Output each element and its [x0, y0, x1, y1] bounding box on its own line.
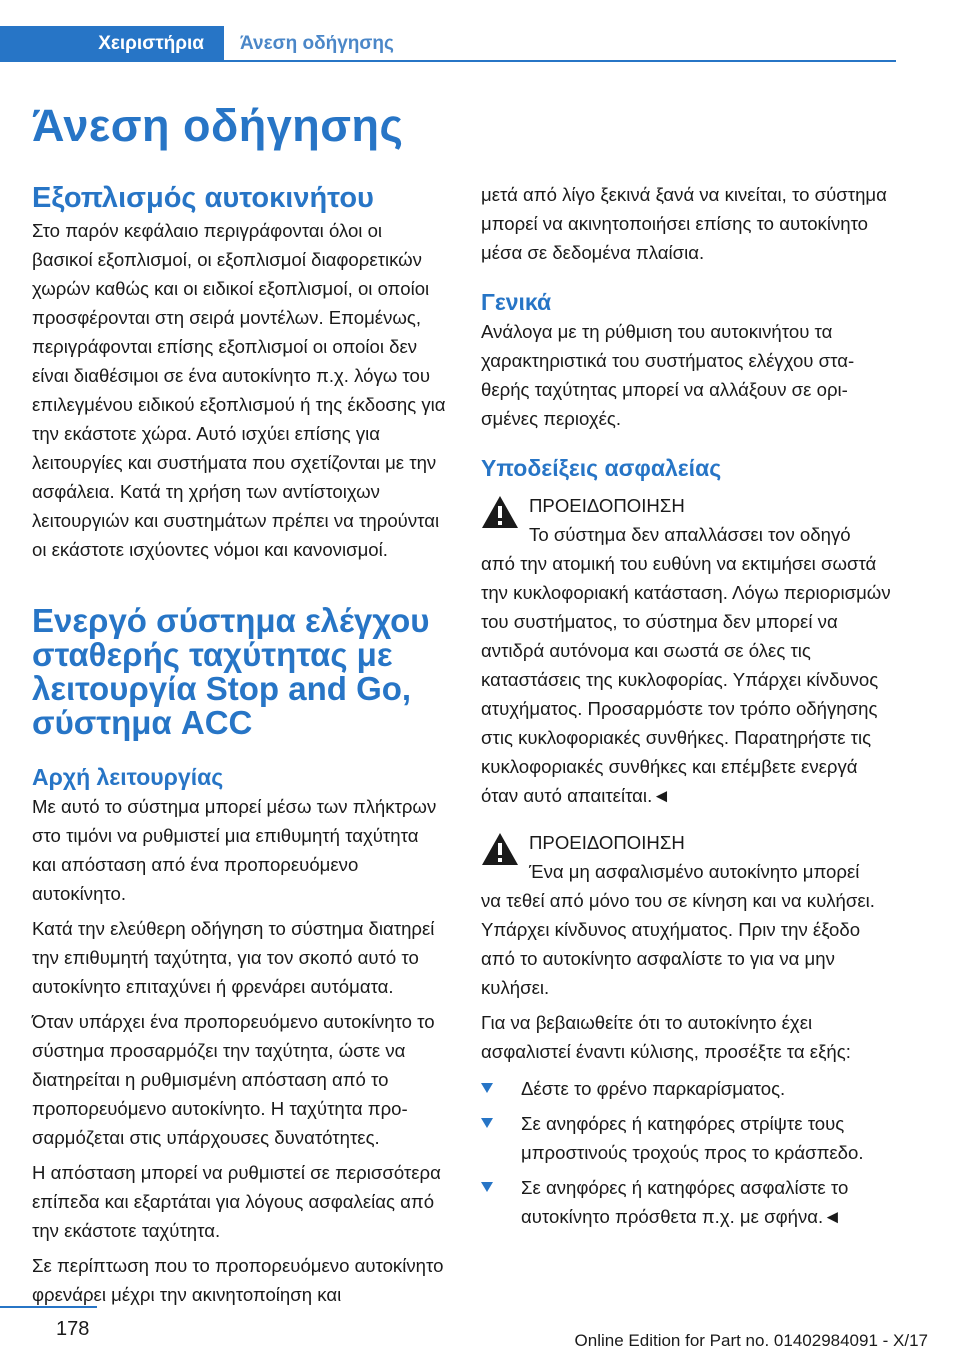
warning-1-heading: ΠΡΟΕΙΔΟΠΟΙΗΣΗ	[529, 495, 685, 516]
warning-triangle-icon	[481, 832, 519, 866]
warning-box-1	[481, 491, 895, 810]
paragraph-principle-4: Η απόσταση μπορεί να ρυθμιστεί σε περισσότερα επίπεδα και εξαρτάται για λόγους ασφαλείας από την εκάστοτε ταχύτητα.	[32, 1162, 441, 1241]
heading-vehicle-equipment: Εξοπλισμός αυτοκινήτου	[32, 182, 374, 214]
paragraph-general: Ανάλογα με τη ρύθμιση του αυτοκινήτου τα χαρακτηριστικά του συστήματος ελέγχου σταθερής ταχύτητας μπορεί να αλλάξουν σε ορισμένες περιοχές.	[481, 321, 855, 429]
warning-box-2	[481, 828, 895, 1002]
edition-text: Online Edition for Part no. 01402984091 - X/17	[574, 1331, 928, 1350]
heading-general: Γενικά	[481, 289, 552, 315]
paragraph-principle-1: Με αυτό το σύστημα μπορεί μέσω των πλήκτρων στο τιμόνι να ρυθμιστεί μια επιθυμητή ταχύτητα και απόσταση από ένα προπορευόμενο αυτοκίνητο.	[32, 796, 437, 904]
paragraph-continued: μετά από λίγο ξεκινά ξανά να κινείται, το σύστημα μπορεί να ακινητοποιήσει επίσης το αυτοκίνητο μέσα σε δεδομένα πλαίσια.	[481, 184, 887, 263]
bullet-triangle-icon	[481, 1118, 493, 1128]
tab-underline	[224, 60, 896, 62]
bullet-triangle-icon	[481, 1182, 493, 1192]
paragraph-secure: Για να βεβαιωθείτε ότι το αυτοκίνητο έχει ασφαλιστεί έναντι κύλισης, προσέξτε τα εξής:	[481, 1012, 851, 1062]
right-column	[481, 180, 895, 1231]
bullet-list	[481, 1074, 895, 1231]
header-tabbar	[0, 26, 896, 62]
heading-safety: Υποδείξεις ασφαλείας	[481, 455, 722, 481]
bullet-triangle-icon	[481, 1083, 493, 1093]
warning-2-first-line: Ένα μη ασφαλισμένο αυτοκίνητο μπορεί	[529, 861, 860, 882]
warning-2-text: να τεθεί από μόνο του σε κίνηση και να κυλήσει. Υπάρχει κίνδυνος ατυχήματος. Πριν την έξοδο από το αυτοκίνητο ασφαλίστε το για να μην κυλήσει.	[481, 890, 875, 998]
list-item: Σε ανηφόρες ή κατηφόρες ασφαλίστε το αυτοκίνητο πρόσθετα π.χ. με σφήνα.◄	[481, 1173, 895, 1231]
page-title: Άνεση οδήγησης	[32, 100, 404, 151]
list-item: Δέστε το φρένο παρκαρίσματος.	[481, 1074, 895, 1103]
page-number: 178	[56, 1318, 90, 1340]
warning-1-text: από την ατομική του ευθύνη να εκτιμήσει σωστά την κυκλοφοριακή κατάσταση. Λόγω περιορισμών του συστήματος, το σύστημα δεν μπορεί να αντιδρά αυτόνομα και σωστά σε όλες τις καταστάσεις της κυκλοφορίας. Υπάρχει κίνδυνος ατυχήματος. Προσαρμόστε τον τρόπο οδήγησης στις κυκλοφοριακές συνθήκες. Παρατηρήστε τις κυκλοφοριακές συνθήκες και επέμβετε ενεργά όταν αυτό απαιτείται.◄	[481, 553, 891, 806]
list-item: Σε ανηφόρες ή κατηφόρες στρίψτε τους μπροστινούς τροχούς προς το κράσπεδο.	[481, 1109, 895, 1167]
paragraph-principle-5: Σε περίπτωση που το προπορευόμενο αυτοκίνητο φρενάρει μέχρι την ακινητοποίηση και	[32, 1255, 444, 1305]
tab-controls[interactable]: Χειριστήρια	[0, 26, 224, 62]
left-column	[32, 180, 446, 1309]
warning-2-heading: ΠΡΟΕΙΔΟΠΟΙΗΣΗ	[529, 832, 685, 853]
paragraph-principle-3: Όταν υπάρχει ένα προπορευόμενο αυτοκίνητο το σύστημα προσαρμόζει την ταχύτητα, ώστε να διατηρείται η ρυθμισμένη απόσταση από το προπορευόμενο αυτοκίνητο. Η ταχύτητα προσαρμόζεται στις υπάρχουσες δυνατότητες.	[32, 1011, 435, 1148]
warning-1-first-line: Το σύστημα δεν απαλλάσσει τον οδηγό	[529, 524, 851, 545]
warning-triangle-icon	[481, 495, 519, 529]
tab-driving-comfort[interactable]: Άνεση οδήγησης	[240, 33, 394, 54]
paragraph-equipment: Στο παρόν κεφάλαιο περιγράφονται όλοι οι βασικοί εξοπλισμοί, οι εξοπλισμοί διαφορετικών χωρών καθώς και οι ειδικοί εξοπλισμοί, οι οποίοι προσφέρονται στη σειρά μοντέλων. Επομένως, περιγράφονται επίσης εξοπλισμοί οι οποίοι δεν είναι διαθέσιμοι σε ένα αυτοκίνητο π.χ. λόγω του επιλεγμένου ειδικού εξοπλισμού ή της έκδοσης για την εκάστοτε χώρα. Αυτό ισχύει επίσης για λειτουργίες και συστήματα που σχετίζονται με την ασφάλεια. Κατά τη χρήση των αντίστοιχων λειτουργιών και συστημάτων πρέπει να τηρούνται οι εκάστοτε ισχύοντες νόμοι και κανονισμοί.	[32, 220, 446, 560]
heading-principle: Αρχή λειτουργίας	[32, 764, 224, 790]
heading-acc: Ενεργό σύστημα ελέγχου σταθερής ταχύτητας με λειτουργία Stop and Go, σύστημα ACC	[32, 602, 430, 741]
footer-rule	[0, 1306, 97, 1308]
paragraph-principle-2: Κατά την ελεύθερη οδήγηση το σύστημα διατηρεί την επιθυμητή ταχύτητα, για τον σκοπό αυτό το αυτοκίνητο επιταχύνει ή φρενάρει αυτόματα.	[32, 918, 435, 997]
